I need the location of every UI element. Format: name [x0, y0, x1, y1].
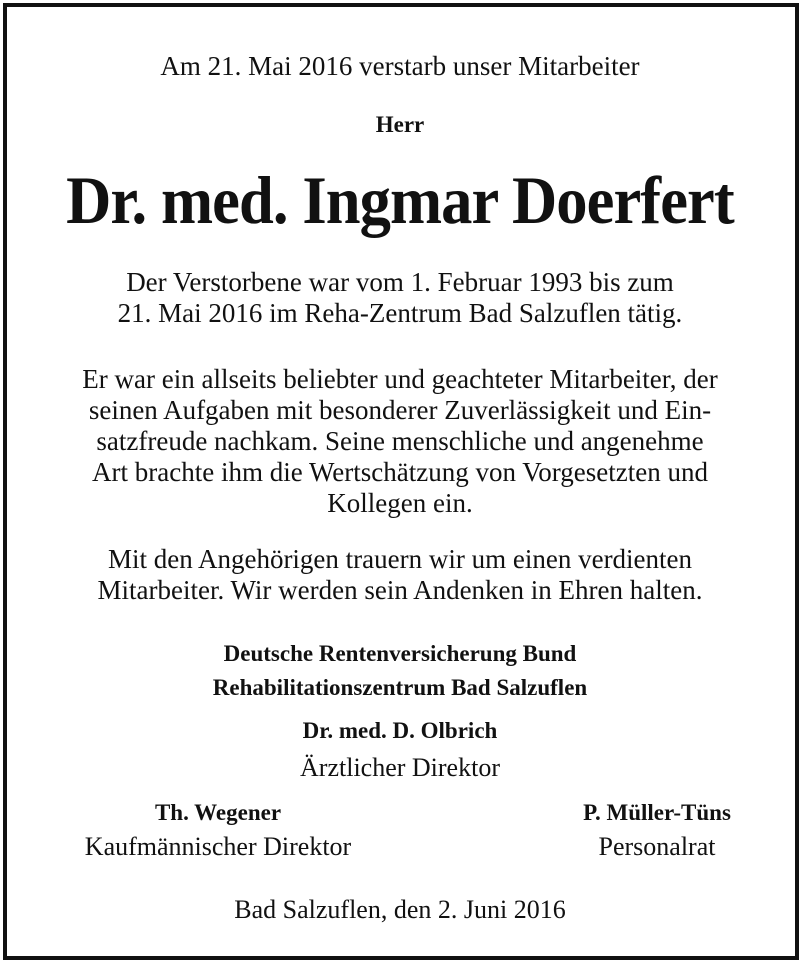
organization-line-2: Rehabilitationszentrum Bad Salzuflen [212, 675, 588, 700]
signatory-left-name: Th. Wegener [154, 800, 282, 825]
deceased-name: Dr. med. Ingmar Doerfert [66, 162, 734, 238]
paragraph-2-line-3: satzfreude nachkam. Seine menschliche und angenehme [96, 426, 704, 456]
signatory-center-role: Ärztlicher Direktor [300, 753, 500, 782]
paragraph-3-line-1: Mit den Angehörigen trauern wir um einen verdienten [107, 544, 693, 574]
signatory-right-name: P. Müller-Tüns [583, 800, 731, 825]
signatory-left-role: Kaufmännischer Direktor [84, 832, 352, 861]
paragraph-2-line-5: Kollegen ein. [327, 488, 473, 518]
signatory-right-role: Personalrat [598, 832, 716, 861]
paragraph-2-line-1: Er war ein allseits beliebter und geachteter Mitarbeiter, der [82, 364, 718, 394]
paragraph-1-line-1: Der Verstorbene war vom 1. Februar 1993 bis zum [126, 267, 674, 297]
organization-line-1: Deutsche Rentenversicherung Bund [223, 641, 577, 666]
place-date: Bad Salzuflen, den 2. Juni 2016 [234, 895, 566, 924]
paragraph-2-line-2: seinen Aufgaben mit besonderer Zuverlässigkeit und Ein- [88, 395, 712, 425]
paragraph-1-line-2: 21. Mai 2016 im Reha-Zentrum Bad Salzuflen tätig. [117, 298, 683, 328]
salutation: Herr [375, 112, 425, 137]
signatory-center-name: Dr. med. D. Olbrich [302, 718, 498, 743]
intro-line: Am 21. Mai 2016 verstarb unser Mitarbeiter [160, 51, 640, 81]
paragraph-2-line-4: Art brachte ihm die Wertschätzung von Vorgesetzten und [92, 457, 708, 487]
paragraph-3-line-2: Mitarbeiter. Wir werden sein Andenken in Ehren halten. [97, 575, 703, 605]
